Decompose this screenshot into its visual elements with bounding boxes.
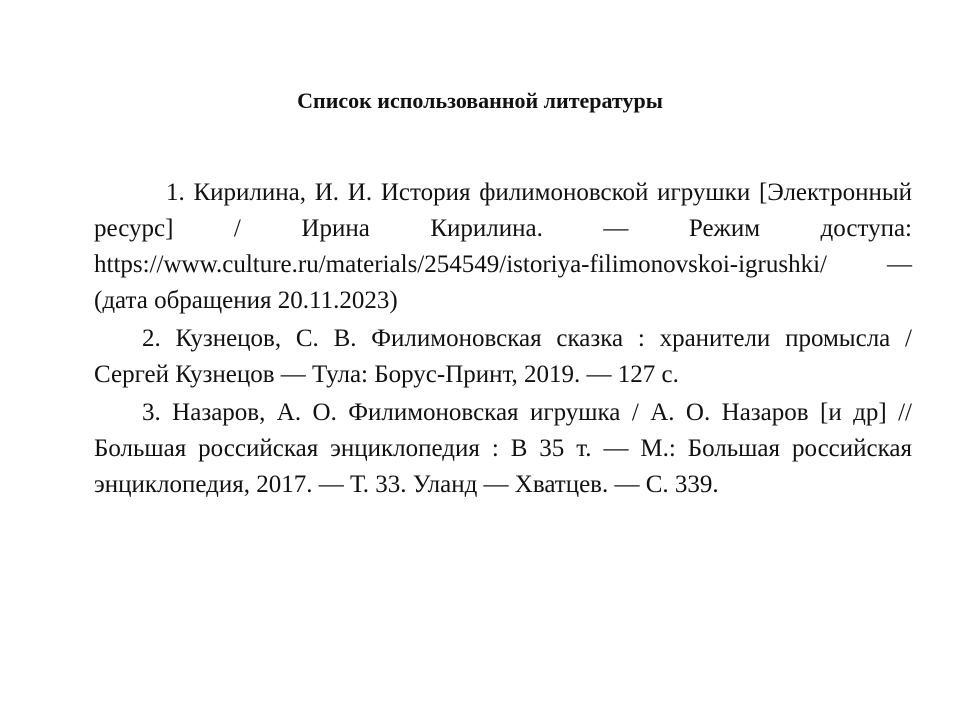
reference-item: 1. Кирилина, И. И. История филимоновской игрушки [Электронный ресурс] / Ирина Кирилина. — Режим доступа: https://www.culture.ru/materials/254549/istoriya-filimonovskoi-igrushki/ — (дата обращения 20.11.2023) [94, 179, 912, 314]
reference-list [94, 175, 912, 505]
reference-item: 3. Назаров, А. О. Филимоновская игрушка / А. О. Назаров [и др] // Большая российская энциклопедия : В 35 т. — М.: Большая российская энциклопедия, 2017. — Т. 33. Уланд — Хватцев. — С. 339. [94, 399, 912, 498]
reference-item: 2. Кузнецов, С. В. Филимоновская сказка : хранители промысла / Сергей Кузнецов — Тула: Борус-Принт, 2019. — 127 с. [94, 325, 912, 388]
page-title: Список использованной литературы [297, 88, 663, 113]
